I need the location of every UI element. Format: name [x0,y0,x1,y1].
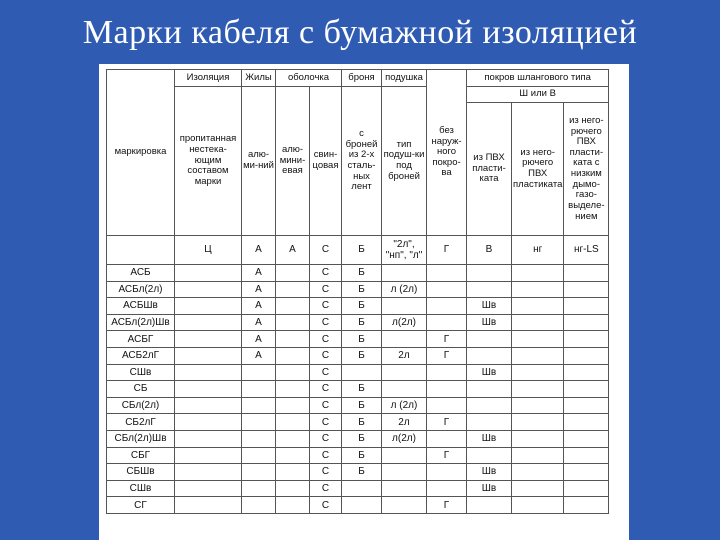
table-cell: С [310,447,342,464]
table-row [107,381,609,398]
table-cell [276,314,310,331]
table-cell [427,265,467,282]
table-cell: л (2л) [382,397,427,414]
table-cell [175,414,242,431]
table-cell: С [310,497,342,514]
table-cell [276,364,310,381]
table-cell [276,480,310,497]
table-cell [342,364,382,381]
table-row [107,298,609,315]
table-cell [467,497,512,514]
table-cell [276,397,310,414]
cable-mark-name: АСБГ [107,331,175,348]
code-cell: нг-LS [564,236,609,265]
table-cell [276,447,310,464]
table-cell [175,381,242,398]
table-cell: Б [342,331,382,348]
table-cell [382,480,427,497]
table-cell: А [242,298,276,315]
table-cell [512,414,564,431]
table-cell [564,347,609,364]
table-cell [175,397,242,414]
table-row [107,464,609,481]
table-cell [382,497,427,514]
cable-mark-name: СБл(2л) [107,397,175,414]
table-cell: Б [342,430,382,447]
table-cell [564,265,609,282]
header-hose-cover: покров шлангового типа [467,70,609,87]
cable-mark-name: АСБл(2л) [107,281,175,298]
table-row [107,430,609,447]
header-cores: Жилы [242,70,276,87]
table-cell: 2л [382,347,427,364]
code-cell: С [310,236,342,265]
table-cell: А [242,265,276,282]
table-cell: Шв [467,298,512,315]
cable-mark-name: АСБ [107,265,175,282]
table-row [107,447,609,464]
table-cell [242,497,276,514]
table-row [107,265,609,282]
table-cell: С [310,364,342,381]
header-nonflam-pvc: из него-рючего ПВХ пластиката [512,103,564,236]
table-cell [175,265,242,282]
table-cell: Г [427,331,467,348]
table-cell [242,364,276,381]
table-cell [175,347,242,364]
table-cell: А [242,347,276,364]
table-cell: С [310,464,342,481]
table-cell [564,314,609,331]
slide-title: Марки кабеля с бумажной изоляцией [82,14,638,51]
code-cell: "2л", "нп", "л" [382,236,427,265]
table-cell: С [310,430,342,447]
table-cell [467,331,512,348]
table-cell [427,281,467,298]
cable-mark-name: СБ [107,381,175,398]
table-cell [512,497,564,514]
table-cell: Б [342,347,382,364]
table-cell [467,347,512,364]
table-row [107,314,609,331]
table-cell [175,497,242,514]
table-cell [564,298,609,315]
table-cell [276,347,310,364]
table-row [107,281,609,298]
table-cell [382,381,427,398]
header-armor: броня [342,70,382,87]
header-insulation: Изоляция [175,70,242,87]
table-cell: л(2л) [382,430,427,447]
table-cell [276,298,310,315]
table-cell [276,430,310,447]
cable-mark-name: СГ [107,497,175,514]
code-cell: нг [512,236,564,265]
table-cell [427,298,467,315]
table-cell [175,364,242,381]
table-cell [175,314,242,331]
header-lowsmoke-pvc: из него-рючего ПВХ пласти-ката с низким дымо-газо-выделе-нием [564,103,609,236]
table-cell [512,364,564,381]
table-cell [512,298,564,315]
table-row [107,397,609,414]
table-cell [512,265,564,282]
table-cell [467,281,512,298]
table-cell: С [310,480,342,497]
table-cell: А [242,281,276,298]
table-cell: А [242,331,276,348]
table-cell [382,464,427,481]
table-cell [382,364,427,381]
table-cell: Г [427,347,467,364]
table-row [107,414,609,431]
code-cell: А [276,236,310,265]
table-cell: Шв [467,364,512,381]
header-marking: маркировка [107,70,175,236]
cable-marks-table [106,69,609,514]
table-cell: Шв [467,314,512,331]
table-row [107,497,609,514]
table-cell [427,381,467,398]
cable-mark-name: СБ2лГ [107,414,175,431]
table-cell: С [310,331,342,348]
table-cell [512,381,564,398]
table-cell: Б [342,381,382,398]
table-cell: С [310,347,342,364]
table-cell [382,265,427,282]
table-cell [342,480,382,497]
table-cell: Г [427,447,467,464]
header-armor-desc: с броней из 2-х сталь-ных лент [342,87,382,236]
table-cell [564,381,609,398]
header-cores-desc: алю-ми-ний [242,87,276,236]
table-cell [467,381,512,398]
table-cell [512,281,564,298]
table-cell [427,364,467,381]
header-hose-types: Ш или В [467,87,609,103]
table-cell [512,331,564,348]
header-cushion: подушка [382,70,427,87]
code-cell: Б [342,236,382,265]
table-cell [564,447,609,464]
table-cell [427,397,467,414]
table-cell [467,447,512,464]
cable-mark-name: АСБ2лГ [107,347,175,364]
table-cell [276,464,310,481]
table-cell [512,480,564,497]
table-cell: С [310,414,342,431]
table-cell [564,430,609,447]
cable-mark-name: СБл(2л)Шв [107,430,175,447]
cable-mark-name: АСБл(2л)Шв [107,314,175,331]
table-cell: С [310,314,342,331]
table-cell [175,480,242,497]
code-row [107,236,609,265]
table-cell [512,430,564,447]
table-cell [382,447,427,464]
table-cell [175,464,242,481]
code-cell: Г [427,236,467,265]
table-cell [512,447,564,464]
cable-mark-name: СШв [107,364,175,381]
table-cell: С [310,381,342,398]
table-cell [242,430,276,447]
table-cell [564,414,609,431]
table-cell [276,281,310,298]
cable-mark-name: АСБШв [107,298,175,315]
table-cell: Б [342,298,382,315]
table-cell: Г [427,497,467,514]
table-cell [564,497,609,514]
table-cell [564,397,609,414]
table-cell [512,397,564,414]
table-cell [175,331,242,348]
table-cell: Б [342,414,382,431]
table-cell [276,265,310,282]
table-cell [564,364,609,381]
code-cell-empty [107,236,175,265]
table-row [107,331,609,348]
code-cell: В [467,236,512,265]
table-cell [276,414,310,431]
cable-mark-name: СБШв [107,464,175,481]
table-cell [467,414,512,431]
table-cell: Г [427,414,467,431]
table-cell [564,480,609,497]
table-cell [512,347,564,364]
table-body [107,265,609,514]
table-cell [242,414,276,431]
table-cell: л (2л) [382,281,427,298]
cable-mark-name: СШв [107,480,175,497]
table-cell [276,381,310,398]
header-insulation-desc: пропитанная нестека-ющим составом марки [175,87,242,236]
header-sheath-lead: свин-цовая [310,87,342,236]
table-cell [382,298,427,315]
code-cell: Ц [175,236,242,265]
header-sheath-al: алю-мини-евая [276,87,310,236]
table-cell [512,314,564,331]
table-row [107,347,609,364]
header-sheath: оболочка [276,70,342,87]
table-cell: А [242,314,276,331]
table-cell: Б [342,464,382,481]
header-pvc: из ПВХ пласти-ката [467,103,512,236]
table-cell [512,464,564,481]
table-cell [564,281,609,298]
table-cell: С [310,265,342,282]
cable-mark-name: СБГ [107,447,175,464]
table-cell: Б [342,314,382,331]
table-cell: С [310,281,342,298]
table-cell: С [310,397,342,414]
table-cell [427,480,467,497]
table-cell [276,497,310,514]
table-cell [242,447,276,464]
code-cell: А [242,236,276,265]
header-cushion-desc: тип подуш-ки под броней [382,87,427,236]
table-cell: Шв [467,464,512,481]
table-cell: С [310,298,342,315]
table-cell: л(2л) [382,314,427,331]
table-cell [175,281,242,298]
table-cell: Шв [467,430,512,447]
table-cell [427,314,467,331]
table-cell: Б [342,447,382,464]
table-cell [242,480,276,497]
table-row [107,480,609,497]
table-cell [382,331,427,348]
table-cell: Б [342,397,382,414]
header-no-outer: без наруж-ного покро-ва [427,70,467,236]
table-cell [242,381,276,398]
table-sheet [99,64,629,540]
table-cell [427,464,467,481]
table-cell [427,430,467,447]
table-cell [467,265,512,282]
table-row [107,364,609,381]
table-cell [342,497,382,514]
table-cell [175,447,242,464]
table-cell: 2л [382,414,427,431]
table-cell [564,464,609,481]
table-cell [175,298,242,315]
table-cell [564,331,609,348]
table-cell [242,397,276,414]
table-cell [242,464,276,481]
table-cell [467,397,512,414]
table-cell [276,331,310,348]
table-cell [175,430,242,447]
table-cell: Б [342,281,382,298]
table-cell: Б [342,265,382,282]
table-cell: Шв [467,480,512,497]
